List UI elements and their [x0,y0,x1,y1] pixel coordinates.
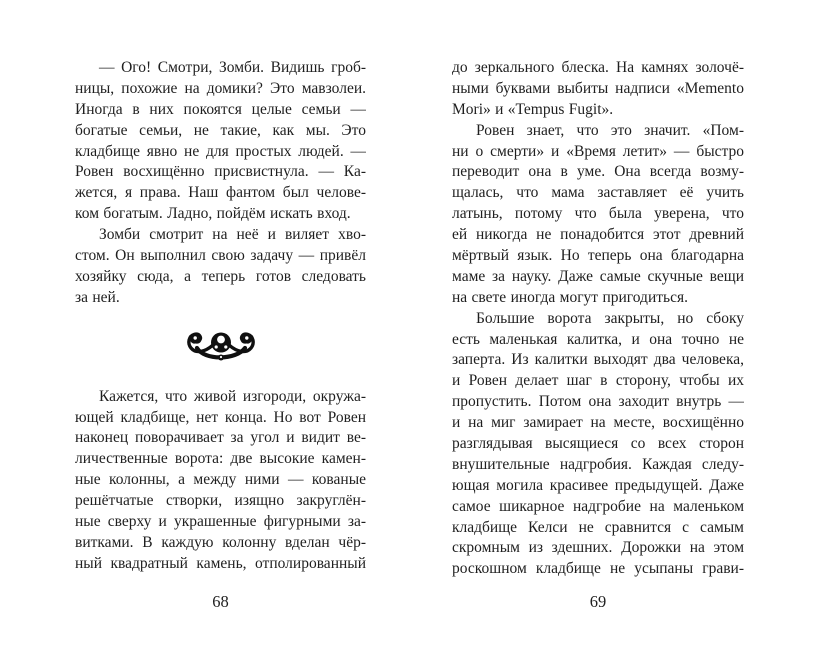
right-page-text-column [452,58,744,580]
text-line: ницы, похожие на домики? Это мавзолеи. [75,79,366,97]
paragraph [75,58,366,225]
text-line: разглядывая высящиеся со всех сторон [452,435,744,453]
text-line: ный квадратный камень, отполированный [75,554,366,572]
text-line: ни о смерти» и «Время летит» — быстро [452,142,744,160]
text-line: пропустить. Потом она заходит внутрь — [452,393,744,411]
paragraph [452,121,744,309]
text-line: латынь, потому что была уверена, что [452,205,744,223]
text-line: самое шикарное надгробие на маленьком [452,497,744,515]
text-line: и на миг замирает на месте, восхищённо [452,414,744,432]
paragraph [452,58,744,121]
text-line: мёртвый язык. Но теперь она благодарна [452,247,744,265]
text-line: ющая могила красивее предыдущей. Даже [452,476,744,494]
text-line: переводит она в уме. Она всегда возму- [452,163,744,181]
text-line: ными буквами выбиты надписи «Memento [452,79,744,97]
page-number-left: 68 [212,592,229,611]
scroll-flourish-icon [177,328,265,368]
text-line: за ней. [75,288,120,306]
text-line: решётчатые створки, изящно закруглён- [75,492,366,510]
text-line: личественные ворота: две высокие камен- [75,450,366,468]
text-line: наконец поворачивает за угол и видит ве- [75,429,366,447]
text-line: Большие ворота закрыты, но сбоку [476,309,744,327]
scroll-flourish-divider [75,309,366,387]
text-line: Ровен знает, что это значит. «Пом- [476,121,744,139]
text-line: роскошном кладбище не усыпаны грави- [452,560,744,578]
text-line: кладбище явно не для простых людей. — [75,142,366,160]
text-line: заперта. Из калитки выходят два человека, [452,351,744,369]
text-line: Зомби смотрит на неё и виляет хво- [99,226,366,244]
paragraph [75,387,366,575]
text-line: есть маленькая калитка, и она точно не [452,330,744,348]
text-line: — Ого! Смотри, Зомби. Видишь гроб- [99,59,366,76]
text-line: кладбище Келси не сравнится с самым [452,518,744,536]
text-line: Mori» и «Tempus Fugit». [452,100,614,118]
text-line: до зеркального блеска. На камнях золочё- [452,59,744,76]
page-number-right: 69 [589,592,607,611]
text-line: ей никогда не понадобится этот древний [452,226,744,244]
text-line: Кажется, что живой изгороди, окружа- [99,387,366,405]
text-line: Ровен восхищённо присвистнула. — Ка- [75,163,366,181]
paragraph [75,225,366,309]
text-line: внушительные надгробия. Каждая следу- [452,455,744,473]
text-line: Иногда в них покоятся целые семьи — [75,100,366,118]
text-line: щалась, что мама заставляет её учить [452,184,744,202]
text-line: богатые семьи, не такие, как мы. Это [75,121,366,139]
text-line: ющей кладбище, нет конца. Но вот Ровен [75,408,366,426]
text-line: жется, я права. Наш фантом был челове- [75,184,366,202]
text-line: скромным из здешних. Дорожки на этом [452,539,744,557]
text-line: маме за науку. Даже самые скучные вещи [452,267,744,285]
text-line: на свете иногда могут пригодиться. [452,288,688,306]
text-line: хозяйку сюда, а теперь готов следовать [75,267,366,285]
text-line: витками. В каждую колонну вделан чёр- [75,533,366,551]
text-line: ные сверху и украшенные фигурными за- [75,513,366,531]
paragraph [452,309,744,581]
text-line: ком богатым. Ладно, пойдём искать вход. [75,205,351,223]
text-line: ные колонны, а между ними — кованые [75,471,366,489]
left-page-text-column [75,58,366,575]
text-line: стом. Он выполнил свою задачу — привёл [75,247,366,265]
text-line: и Ровен делает шаг в сторону, чтобы их [452,372,744,390]
